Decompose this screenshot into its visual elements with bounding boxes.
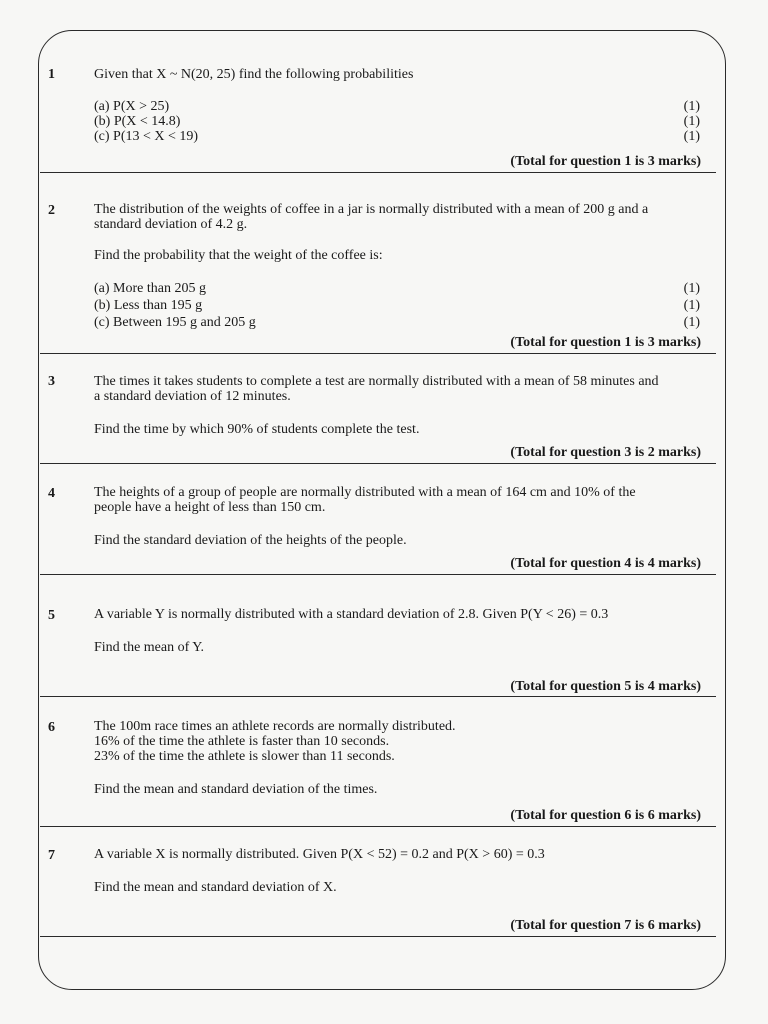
question-line: people have a height of less than 150 cm. [94, 500, 326, 515]
part-mark: (1) [683, 99, 700, 114]
question-number: 5 [48, 608, 55, 623]
question-number: 4 [48, 486, 55, 501]
question-part [94, 114, 714, 129]
question-line: Find the mean and standard deviation of X. [94, 880, 337, 895]
part-text: (c) P(13 < X < 19) [94, 129, 199, 144]
question-text [94, 67, 714, 144]
question-line: Find the time by which 90% of students complete the test. [94, 422, 420, 437]
question-part [94, 99, 714, 114]
divider [40, 936, 716, 937]
part-text: (b) Less than 195 g [94, 298, 203, 313]
question-line: A variable X is normally distributed. Given P(X < 52) = 0.2 and P(X > 60) = 0.3 [94, 847, 545, 862]
part-mark: (1) [683, 114, 700, 129]
question-part [94, 315, 714, 330]
divider [40, 172, 716, 173]
question-part [94, 129, 714, 144]
question-total: (Total for question 7 is 6 marks) [510, 918, 701, 933]
question-total: (Total for question 3 is 2 marks) [510, 445, 701, 460]
question-line: standard deviation of 4.2 g. [94, 217, 248, 232]
question-line: The heights of a group of people are normally distributed with a mean of 164 cm and 10% of the [94, 485, 636, 500]
part-text: (b) P(X < 14.8) [94, 114, 181, 129]
divider [40, 463, 716, 464]
divider [40, 696, 716, 697]
part-mark: (1) [683, 281, 700, 296]
question-text [94, 374, 714, 437]
question-total: (Total for question 4 is 4 marks) [510, 556, 701, 571]
question-line: The distribution of the weights of coffee in a jar is normally distributed with a mean of 200 g and a [94, 202, 649, 217]
question-line: A variable Y is normally distributed with a standard deviation of 2.8. Given P(Y < 26) = 0.3 [94, 607, 609, 622]
question-line: Find the mean and standard deviation of the times. [94, 782, 378, 797]
part-mark: (1) [683, 315, 700, 330]
question-part [94, 298, 714, 315]
part-text: (a) More than 205 g [94, 281, 206, 296]
divider [40, 826, 716, 827]
question-total: (Total for question 1 is 3 marks) [510, 154, 701, 169]
question-line: Find the mean of Y. [94, 640, 205, 655]
part-mark: (1) [683, 298, 700, 313]
divider [40, 353, 716, 354]
question-line: 16% of the time the athlete is faster than 10 seconds. [94, 734, 390, 749]
question-line: 23% of the time the athlete is slower than 11 seconds. [94, 749, 395, 764]
divider [40, 574, 716, 575]
question-number: 3 [48, 374, 55, 389]
question-number: 7 [48, 848, 55, 863]
question-total: (Total for question 1 is 3 marks) [510, 335, 701, 350]
part-text: (c) Between 195 g and 205 g [94, 315, 256, 330]
question-text [94, 485, 714, 548]
question-text [94, 719, 714, 797]
question-number: 2 [48, 203, 55, 218]
question-text [94, 202, 714, 330]
question-part [94, 281, 714, 298]
question-line: Find the standard deviation of the heights of the people. [94, 533, 407, 548]
question-line: a standard deviation of 12 minutes. [94, 389, 291, 404]
part-mark: (1) [683, 129, 700, 144]
question-number: 1 [48, 67, 55, 82]
question-text [94, 607, 714, 655]
question-text [94, 847, 714, 895]
question-number: 6 [48, 720, 55, 735]
question-line: The times it takes students to complete a test are normally distributed with a mean of 58 minutes and [94, 374, 659, 389]
question-total: (Total for question 5 is 4 marks) [510, 679, 701, 694]
question-line: The 100m race times an athlete records are normally distributed. [94, 719, 456, 734]
question-line: Find the probability that the weight of the coffee is: [94, 248, 383, 263]
question-line: Given that X ~ N(20, 25) find the following probabilities [94, 67, 414, 82]
question-total: (Total for question 6 is 6 marks) [510, 808, 701, 823]
part-text: (a) P(X > 25) [94, 99, 170, 114]
